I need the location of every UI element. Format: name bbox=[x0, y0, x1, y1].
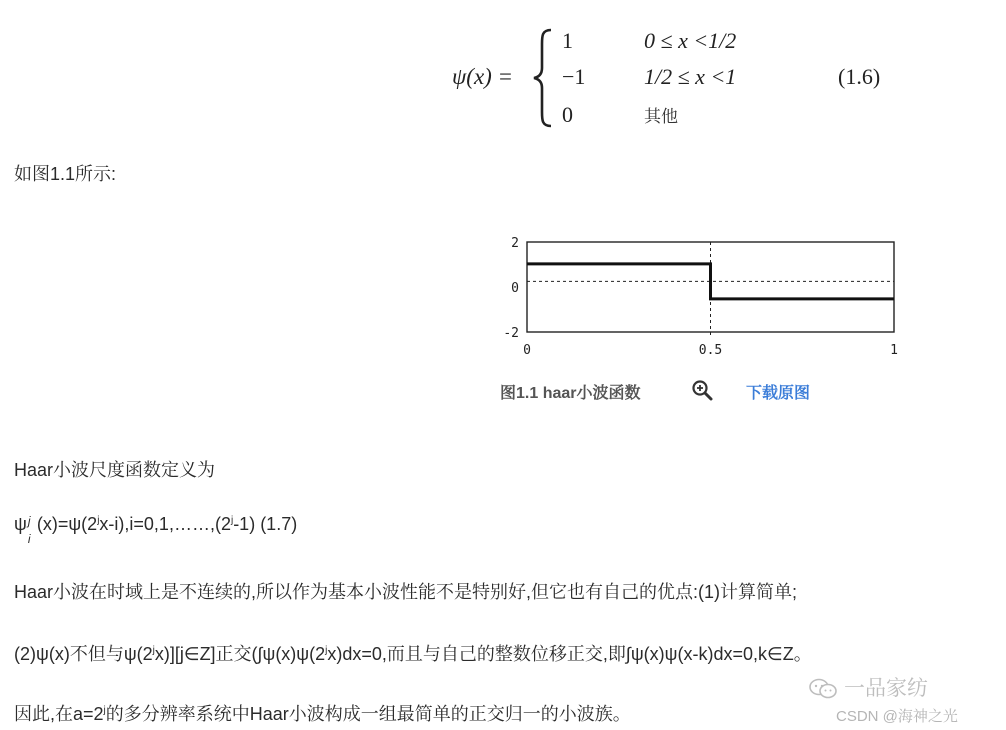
case-row-1: 1 0 ≤ x <1/2 bbox=[562, 28, 737, 53]
x-tick-label: 0 bbox=[523, 343, 531, 358]
paragraph-advantages: Haar小波在时域上是不连续的,所以作为基本小波性能不是特别好,但它也有自己的优点:(1)计算简单; bbox=[14, 582, 798, 602]
formula-lhs: ψ(x) = bbox=[452, 64, 514, 89]
x-tick-label: 0.5 bbox=[698, 343, 723, 358]
formula-1-7: ψ j i $(x)=\psi(2^jx-i),i=0,1,\dots\dots,(2^j-1)$ (1.7) bbox=[14, 514, 298, 546]
wechat-watermark: 一品家纺 bbox=[808, 672, 928, 702]
magnifier-plus-icon[interactable] bbox=[690, 378, 714, 402]
haar-wavelet-chart bbox=[496, 232, 906, 362]
y-tick-label: 2 bbox=[511, 236, 519, 251]
figure-caption: 图1.1 haar小波函数 bbox=[500, 385, 641, 402]
csdn-watermark: CSDN @海神之光 bbox=[836, 708, 958, 725]
left-brace bbox=[532, 28, 554, 128]
case-row-3: 0 其他 bbox=[562, 102, 678, 127]
paragraph-conclusion: 因此,在$a=2^j$的多分辨率系统中Haar小波构成一组最简单的正交归一的小波族。 bbox=[14, 704, 631, 724]
scaling-heading: Haar小波尺度函数定义为 bbox=[14, 460, 216, 480]
y-tick-label: 0 bbox=[511, 281, 519, 296]
y-tick-label: -2 bbox=[503, 326, 519, 341]
formula-1-6 bbox=[440, 24, 910, 134]
paragraph-orthogonality: (2)ψ(x)不但与ψ(2$^j$x)][j∈Z]正交($\int\psi(x)\psi(2^jx)dx=0$,而且与自己的整数位移正交,即∫ψ(x)ψ(x-k)dx=0,k∈Z。 bbox=[14, 644, 812, 664]
case-row-2: −1 1/2 ≤ x <1 bbox=[562, 64, 737, 89]
wechat-icon bbox=[808, 678, 838, 700]
intro-text: 如图1.1所示: bbox=[14, 164, 117, 184]
equation-number: (1.6) bbox=[838, 64, 881, 89]
download-original-link[interactable]: 下载原图 bbox=[746, 385, 811, 402]
x-tick-label: 1 bbox=[890, 343, 898, 358]
